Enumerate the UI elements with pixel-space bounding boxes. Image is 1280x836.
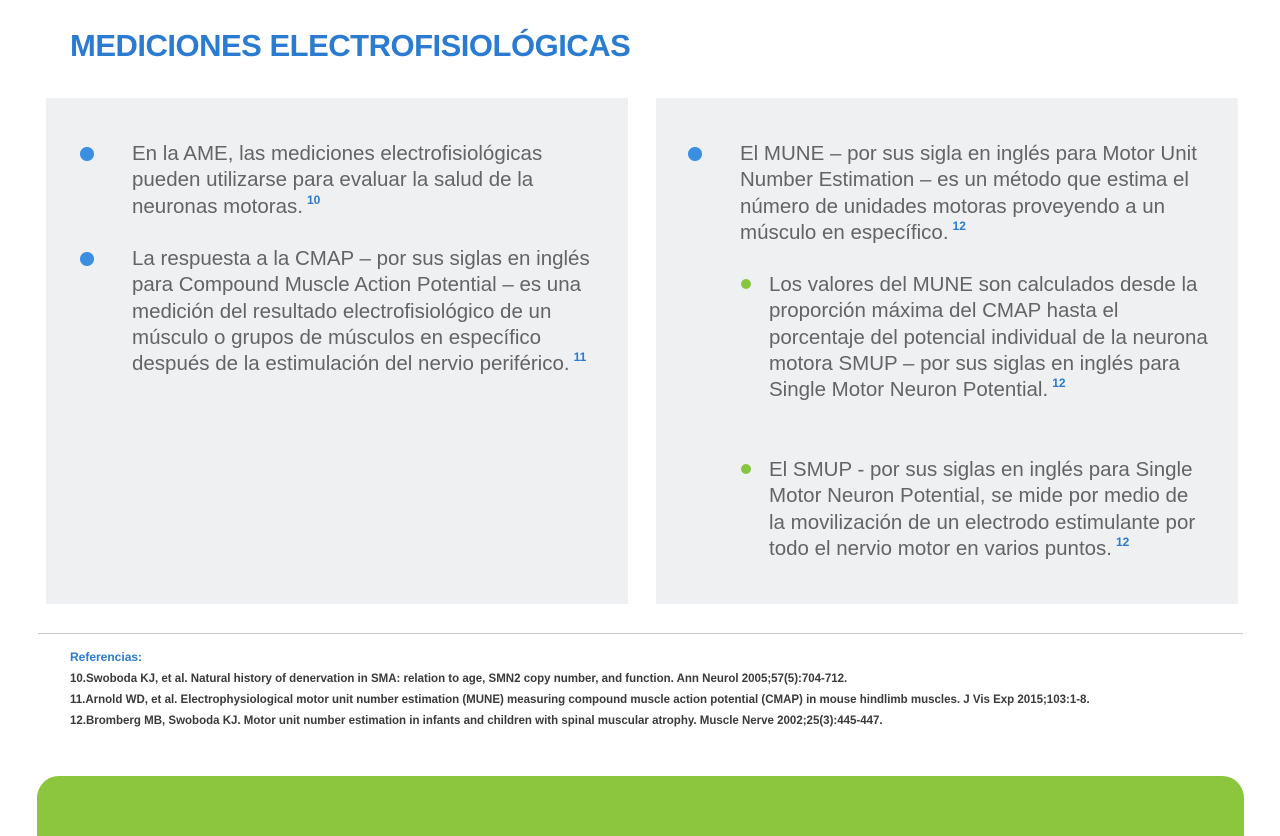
bullet-item [132, 141, 592, 220]
sub-bullet-item [769, 457, 1209, 562]
footer-bar [37, 776, 1244, 836]
reference-number: 12 [1052, 376, 1066, 391]
bullet-dot-icon [80, 252, 94, 266]
sub-bullet-text: Los valores del MUNE son calculados desde la proporción máxima del CMAP hasta el porcentaje del potencial individual de la neurona motora SMUP – por sus siglas en inglés para Single Motor Neuron Potential. [769, 273, 1208, 402]
references-heading: Referencias: [70, 650, 143, 664]
reference-number: 11 [573, 350, 587, 365]
sub-bullet-item [769, 272, 1209, 403]
bullet-item [132, 246, 592, 377]
sub-bullet-dot-icon [741, 464, 751, 474]
reference-item: 12.Bromberg MB, Swoboda KJ. Motor unit number estimation in infants and children with spinal muscular atrophy. Muscle Nerve 2002;25(3):445-447. [70, 715, 883, 727]
bullet-dot-icon [688, 147, 702, 161]
reference-number: 12 [952, 218, 966, 233]
reference-number: 10 [306, 192, 321, 207]
bullet-text: La respuesta a la CMAP – por sus siglas en inglés para Compound Muscle Action Potential – es una medición del resultado electrofisiológico de un músculo o grupos de músculos en específico después de la estimulación del nervio periférico. [132, 247, 590, 376]
references-section [70, 650, 1250, 732]
sub-bullet-text: El SMUP - por sus siglas en inglés para Single Motor Neuron Potential, se mide por medio de la movilización de un electrodo estimulante por todo el nervio motor en varios puntos. [769, 458, 1196, 560]
bullet-dot-icon [80, 147, 94, 161]
bullet-text: En la AME, las mediciones electrofisiológicas pueden utilizarse para evaluar la salud de la neuronas motoras. [132, 142, 543, 218]
bullet-item [740, 141, 1200, 246]
bullet-text: El MUNE – por sus sigla en inglés para Motor Unit Number Estimation – es un método que estima el número de unidades motoras proveyendo a un músculo en específico. [740, 142, 1197, 244]
reference-item: 11.Arnold WD, et al. Electrophysiological motor unit number estimation (MUNE) measuring compound muscle action potential (CMAP) in mouse hindlimb muscles. J Vis Exp 2015;103:1-8. [70, 694, 1090, 706]
sub-bullet-dot-icon [741, 279, 751, 289]
section-divider [38, 633, 1243, 634]
reference-item: 10.Swoboda KJ, et al. Natural history of denervation in SMA: relation to age, SMN2 copy number, and function. Ann Neurol 2005;57(5):704-712. [70, 673, 848, 685]
reference-number: 12 [1116, 534, 1130, 549]
page-title: MEDICIONES ELECTROFISIOLÓGICAS [70, 28, 631, 63]
